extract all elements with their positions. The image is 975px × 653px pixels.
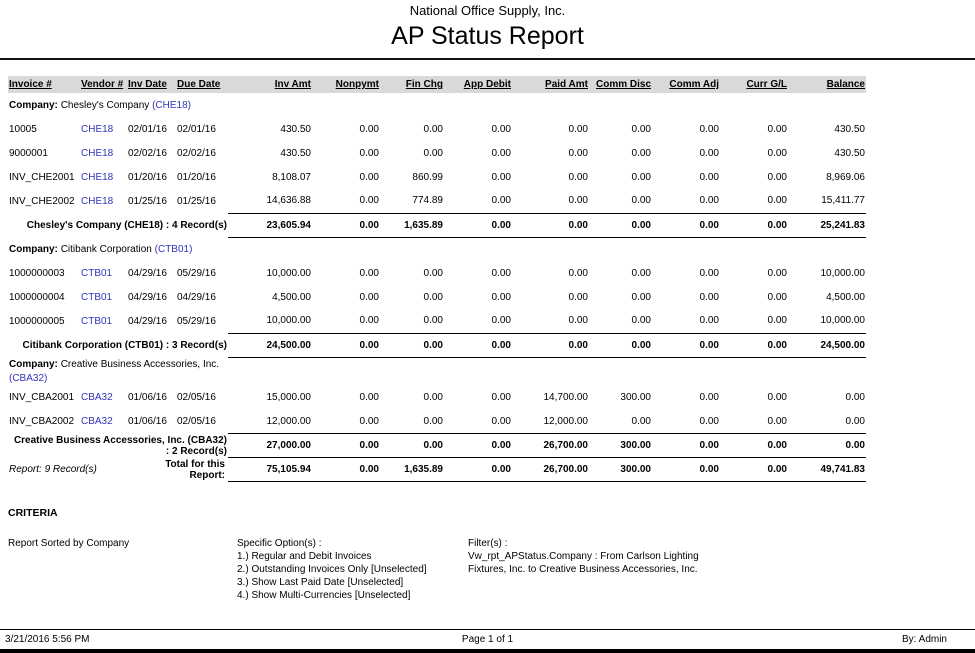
- cell-nonpymt: 0.00: [359, 315, 379, 327]
- company-header-row: [8, 237, 866, 261]
- col-header-comm-adj: Comm Adj: [652, 76, 720, 93]
- company-code-link[interactable]: (CBA32): [9, 372, 48, 384]
- cell-inv-date: 01/20/16: [128, 171, 167, 183]
- cell-comm-adj: 0.00: [699, 315, 719, 327]
- cell-due-date: 02/05/16: [177, 392, 216, 403]
- col-header-fin-chg: Fin Chg: [380, 76, 444, 93]
- subtotal-inv-amt: 24,500.00: [228, 333, 312, 357]
- criteria-option: 3.) Show Last Paid Date [Unselected]: [237, 577, 404, 588]
- cell-app-debit: 0.00: [491, 147, 511, 159]
- company-header-row: [8, 357, 866, 386]
- cell-inv-date: 04/29/16: [128, 267, 167, 279]
- cell-comm-adj: 0.00: [699, 195, 719, 207]
- vendor-link[interactable]: CHE18: [81, 171, 114, 183]
- subtotal-nonpymt: 0.00: [312, 434, 380, 458]
- cell-curr-gl: 0.00: [767, 315, 787, 327]
- subtotal-comm-disc: 0.00: [589, 213, 652, 237]
- cell-inv-amt: 430.50: [280, 147, 311, 159]
- cell-invoice: INV_CHE2001: [9, 171, 75, 183]
- cell-balance: 15,411.77: [821, 195, 865, 207]
- cell-inv-amt: 8,108.07: [272, 171, 311, 183]
- total-balance: 49,741.83: [788, 458, 866, 482]
- cell-curr-gl: 0.00: [767, 123, 787, 135]
- col-header-curr-gl: Curr G/L: [720, 76, 788, 93]
- cell-comm-disc: 0.00: [631, 147, 651, 159]
- subtotal-curr-gl: 0.00: [720, 434, 788, 458]
- cell-due-date: 01/20/16: [177, 171, 216, 183]
- col-header-paid-amt: Paid Amt: [512, 76, 589, 93]
- ap-status-table: [8, 76, 866, 482]
- subtotal-paid-amt: 0.00: [512, 213, 589, 237]
- subtotal-comm-adj: 0.00: [652, 213, 720, 237]
- cell-app-debit: 0.00: [491, 315, 511, 327]
- cell-invoice: 1000000005: [9, 315, 65, 327]
- cell-comm-adj: 0.00: [699, 147, 719, 159]
- cell-app-debit: 0.00: [491, 291, 511, 303]
- cell-comm-adj: 0.00: [699, 392, 719, 403]
- cell-fin-chg: 774.89: [412, 195, 443, 207]
- cell-inv-amt: 12,000.00: [266, 415, 311, 427]
- cell-due-date: 04/29/16: [177, 291, 216, 303]
- vendor-link[interactable]: CTB01: [81, 267, 113, 279]
- cell-nonpymt: 0.00: [359, 147, 379, 159]
- vendor-link[interactable]: CTB01: [81, 291, 113, 303]
- cell-invoice: 10005: [9, 123, 37, 135]
- cell-nonpymt: 0.00: [359, 267, 379, 279]
- cell-inv-date: 02/01/16: [128, 123, 167, 135]
- subtotal-inv-amt: 27,000.00: [228, 434, 312, 458]
- criteria-filters: [468, 537, 700, 602]
- cell-curr-gl: 0.00: [767, 415, 787, 427]
- cell-invoice: INV_CHE2002: [9, 195, 75, 207]
- table-row: [8, 117, 866, 141]
- table-row: [8, 309, 866, 333]
- cell-comm-disc: 0.00: [631, 171, 651, 183]
- table-row: [8, 386, 866, 410]
- cell-app-debit: 0.00: [491, 171, 511, 183]
- cell-comm-adj: 0.00: [699, 123, 719, 135]
- group-subtotal-row: [8, 434, 866, 458]
- cell-due-date: 02/05/16: [177, 416, 216, 427]
- total-app-debit: 0.00: [444, 458, 512, 482]
- criteria-option: 4.) Show Multi-Currencies [Unselected]: [237, 590, 411, 601]
- company-code-link[interactable]: (CHE18): [152, 99, 191, 111]
- company-label: Company:: [9, 243, 58, 255]
- cell-inv-date: 02/02/16: [128, 147, 167, 159]
- company-name: Citibank Corporation: [60, 243, 152, 255]
- cell-inv-amt: 14,636.88: [266, 195, 311, 207]
- subtotal-paid-amt: 26,700.00: [512, 434, 589, 458]
- cell-paid-amt: 0.00: [568, 195, 588, 207]
- subtotal-nonpymt: 0.00: [312, 333, 380, 357]
- vendor-link[interactable]: CBA32: [81, 392, 113, 403]
- cell-inv-date: 04/29/16: [128, 315, 167, 327]
- vendor-link[interactable]: CHE18: [81, 147, 114, 159]
- cell-paid-amt: 0.00: [568, 123, 588, 135]
- cell-invoice: 1000000004: [9, 291, 65, 303]
- cell-invoice: INV_CBA2002: [9, 416, 75, 427]
- cell-paid-amt: 0.00: [568, 315, 588, 327]
- cell-nonpymt: 0.00: [359, 123, 379, 135]
- subtotal-comm-adj: 0.00: [652, 333, 720, 357]
- cell-comm-disc: 0.00: [631, 415, 651, 427]
- report-company-name: National Office Supply, Inc.: [409, 3, 566, 18]
- cell-app-debit: 0.00: [491, 267, 511, 279]
- cell-comm-disc: 0.00: [631, 267, 651, 279]
- cell-balance: 10,000.00: [820, 315, 865, 327]
- cell-fin-chg: 0.00: [423, 147, 443, 159]
- cell-paid-amt: 12,000.00: [543, 415, 588, 427]
- cell-curr-gl: 0.00: [767, 171, 787, 183]
- subtotal-comm-adj: 0.00: [652, 434, 720, 458]
- footer-by-user: By: Admin: [901, 634, 947, 645]
- col-header-balance: Balance: [788, 76, 866, 93]
- cell-fin-chg: 0.00: [423, 123, 443, 135]
- cell-due-date: 02/02/16: [177, 147, 216, 159]
- subtotal-label: Citibank Corporation (CTB01) : 3 Record(s): [22, 339, 227, 351]
- col-header-comm-disc: Comm Disc: [589, 76, 652, 93]
- cell-curr-gl: 0.00: [767, 195, 787, 207]
- col-header-inv-amt: Inv Amt: [228, 76, 312, 93]
- col-header-invoice: Invoice #: [8, 76, 80, 93]
- cell-balance: 8,969.06: [826, 171, 865, 183]
- report-record-count: Report: 9 Record(s): [9, 464, 97, 475]
- cell-comm-disc: 300.00: [620, 392, 651, 403]
- subtotal-label: Creative Business Accessories, Inc. (CBA32) : 2 Record(s): [13, 434, 227, 457]
- cell-inv-amt: 430.50: [280, 123, 311, 135]
- cell-app-debit: 0.00: [491, 123, 511, 135]
- cell-paid-amt: 0.00: [568, 147, 588, 159]
- cell-paid-amt: 0.00: [568, 291, 588, 303]
- subtotal-app-debit: 0.00: [444, 213, 512, 237]
- cell-balance: 10,000.00: [820, 267, 865, 279]
- company-header-row: [8, 93, 866, 117]
- cell-due-date: 05/29/16: [177, 315, 216, 327]
- group-subtotal-row: [8, 333, 866, 357]
- cell-invoice: 1000000003: [9, 267, 65, 279]
- cell-nonpymt: 0.00: [359, 291, 379, 303]
- subtotal-inv-amt: 23,605.94: [228, 213, 312, 237]
- subtotal-fin-chg: 0.00: [380, 434, 444, 458]
- company-label: Company:: [9, 99, 58, 111]
- subtotal-balance: 24,500.00: [788, 333, 866, 357]
- criteria-options: [237, 537, 468, 602]
- cell-inv-amt: 4,500.00: [272, 291, 311, 303]
- criteria-filters-title: Filter(s) :: [468, 538, 508, 549]
- subtotal-fin-chg: 0.00: [380, 333, 444, 357]
- table-row: [8, 165, 866, 189]
- cell-fin-chg: 860.99: [412, 171, 443, 183]
- cell-fin-chg: 0.00: [423, 415, 443, 427]
- total-comm-adj: 0.00: [652, 458, 720, 482]
- cell-curr-gl: 0.00: [767, 147, 787, 159]
- cell-inv-date: 01/06/16: [128, 392, 167, 403]
- cell-nonpymt: 0.00: [359, 392, 379, 403]
- cell-curr-gl: 0.00: [767, 392, 787, 403]
- footer-page-number: Page 1 of 1: [461, 634, 514, 645]
- company-name: Chesley's Company: [60, 99, 150, 111]
- vendor-link[interactable]: CTB01: [81, 315, 113, 327]
- cell-inv-date: 04/29/16: [128, 291, 167, 303]
- report-footer: [0, 629, 975, 653]
- cell-fin-chg: 0.00: [423, 315, 443, 327]
- cell-inv-amt: 15,000.00: [266, 392, 311, 403]
- cell-comm-disc: 0.00: [631, 123, 651, 135]
- cell-fin-chg: 0.00: [423, 267, 443, 279]
- cell-paid-amt: 14,700.00: [543, 392, 588, 403]
- report-title: AP Status Report: [391, 22, 584, 50]
- report-total-label: Total for this Report:: [165, 458, 225, 481]
- cell-nonpymt: 0.00: [359, 415, 379, 427]
- subtotal-balance: 0.00: [788, 434, 866, 458]
- cell-due-date: 02/01/16: [177, 123, 216, 135]
- criteria-sort: Report Sorted by Company: [8, 538, 130, 549]
- table-row: [8, 261, 866, 285]
- cell-curr-gl: 0.00: [767, 291, 787, 303]
- cell-comm-adj: 0.00: [699, 415, 719, 427]
- cell-due-date: 01/25/16: [177, 195, 216, 207]
- cell-due-date: 05/29/16: [177, 267, 216, 279]
- title-divider: [0, 58, 975, 60]
- cell-paid-amt: 0.00: [568, 267, 588, 279]
- subtotal-curr-gl: 0.00: [720, 213, 788, 237]
- col-header-nonpymt: Nonpymt: [312, 76, 380, 93]
- total-nonpymt: 0.00: [312, 458, 380, 482]
- col-header-due-date: Due Date: [176, 76, 228, 93]
- cell-app-debit: 0.00: [491, 415, 511, 427]
- cell-comm-adj: 0.00: [699, 267, 719, 279]
- col-header-vendor: Vendor #: [80, 76, 127, 93]
- criteria-title: CRITERIA: [8, 507, 58, 519]
- cell-app-debit: 0.00: [491, 392, 511, 403]
- vendor-link[interactable]: CHE18: [81, 195, 114, 207]
- company-code-link[interactable]: (CTB01): [154, 243, 193, 255]
- subtotal-app-debit: 0.00: [444, 434, 512, 458]
- subtotal-app-debit: 0.00: [444, 333, 512, 357]
- subtotal-comm-disc: 0.00: [589, 333, 652, 357]
- cell-inv-date: 01/25/16: [128, 195, 167, 207]
- cell-invoice: 9000001: [9, 147, 48, 159]
- cell-comm-disc: 0.00: [631, 291, 651, 303]
- subtotal-balance: 25,241.83: [788, 213, 866, 237]
- total-curr-gl: 0.00: [720, 458, 788, 482]
- subtotal-paid-amt: 0.00: [512, 333, 589, 357]
- cell-balance: 4,500.00: [826, 291, 865, 303]
- total-fin-chg: 1,635.89: [380, 458, 444, 482]
- vendor-link[interactable]: CHE18: [81, 123, 114, 135]
- table-row: [8, 189, 866, 213]
- cell-inv-amt: 10,000.00: [266, 267, 311, 279]
- cell-comm-adj: 0.00: [699, 291, 719, 303]
- cell-balance: 0.00: [845, 392, 865, 403]
- subtotal-label: Chesley's Company (CHE18) : 4 Record(s): [26, 219, 227, 231]
- total-inv-amt: 75,105.94: [228, 458, 312, 482]
- cell-comm-disc: 0.00: [631, 315, 651, 327]
- criteria-options-title: Specific Option(s) :: [237, 538, 322, 549]
- table-row: [8, 141, 866, 165]
- cell-fin-chg: 0.00: [423, 392, 443, 403]
- cell-app-debit: 0.00: [491, 195, 511, 207]
- footer-bottom-bar: [0, 649, 975, 653]
- footer-datetime: 3/21/2016 5:56 PM: [5, 634, 90, 645]
- vendor-link[interactable]: CBA32: [81, 416, 113, 427]
- col-header-inv-date: Inv Date: [127, 76, 176, 93]
- report-total-row: [8, 458, 866, 482]
- total-paid-amt: 26,700.00: [512, 458, 589, 482]
- cell-fin-chg: 0.00: [423, 291, 443, 303]
- column-header-row: [8, 76, 866, 93]
- cell-invoice: INV_CBA2001: [9, 392, 75, 403]
- cell-balance: 430.50: [834, 123, 865, 135]
- cell-comm-adj: 0.00: [699, 171, 719, 183]
- group-subtotal-row: [8, 213, 866, 237]
- total-comm-disc: 300.00: [589, 458, 652, 482]
- cell-inv-amt: 10,000.00: [266, 315, 311, 327]
- criteria-section: [8, 507, 975, 602]
- cell-balance: 430.50: [834, 147, 865, 159]
- criteria-option: 2.) Outstanding Invoices Only [Unselected]: [237, 564, 427, 575]
- cell-nonpymt: 0.00: [359, 171, 379, 183]
- cell-inv-date: 01/06/16: [128, 416, 167, 427]
- col-header-app-debit: App Debit: [444, 76, 512, 93]
- company-label: Company:: [9, 358, 58, 370]
- subtotal-nonpymt: 0.00: [312, 213, 380, 237]
- table-row: [8, 410, 866, 434]
- cell-paid-amt: 0.00: [568, 171, 588, 183]
- cell-balance: 0.00: [845, 415, 865, 427]
- company-name: Creative Business Accessories, Inc.: [60, 358, 220, 370]
- subtotal-curr-gl: 0.00: [720, 333, 788, 357]
- cell-comm-disc: 0.00: [631, 195, 651, 207]
- criteria-option: 1.) Regular and Debit Invoices: [237, 551, 372, 562]
- subtotal-comm-disc: 300.00: [589, 434, 652, 458]
- cell-nonpymt: 0.00: [359, 195, 379, 207]
- table-row: [8, 285, 866, 309]
- criteria-filter-text: Vw_rpt_APStatus.Company : From Carlson Lighting Fixtures, Inc. to Creative Business Accessories, Inc.: [468, 551, 699, 575]
- cell-curr-gl: 0.00: [767, 267, 787, 279]
- subtotal-fin-chg: 1,635.89: [380, 213, 444, 237]
